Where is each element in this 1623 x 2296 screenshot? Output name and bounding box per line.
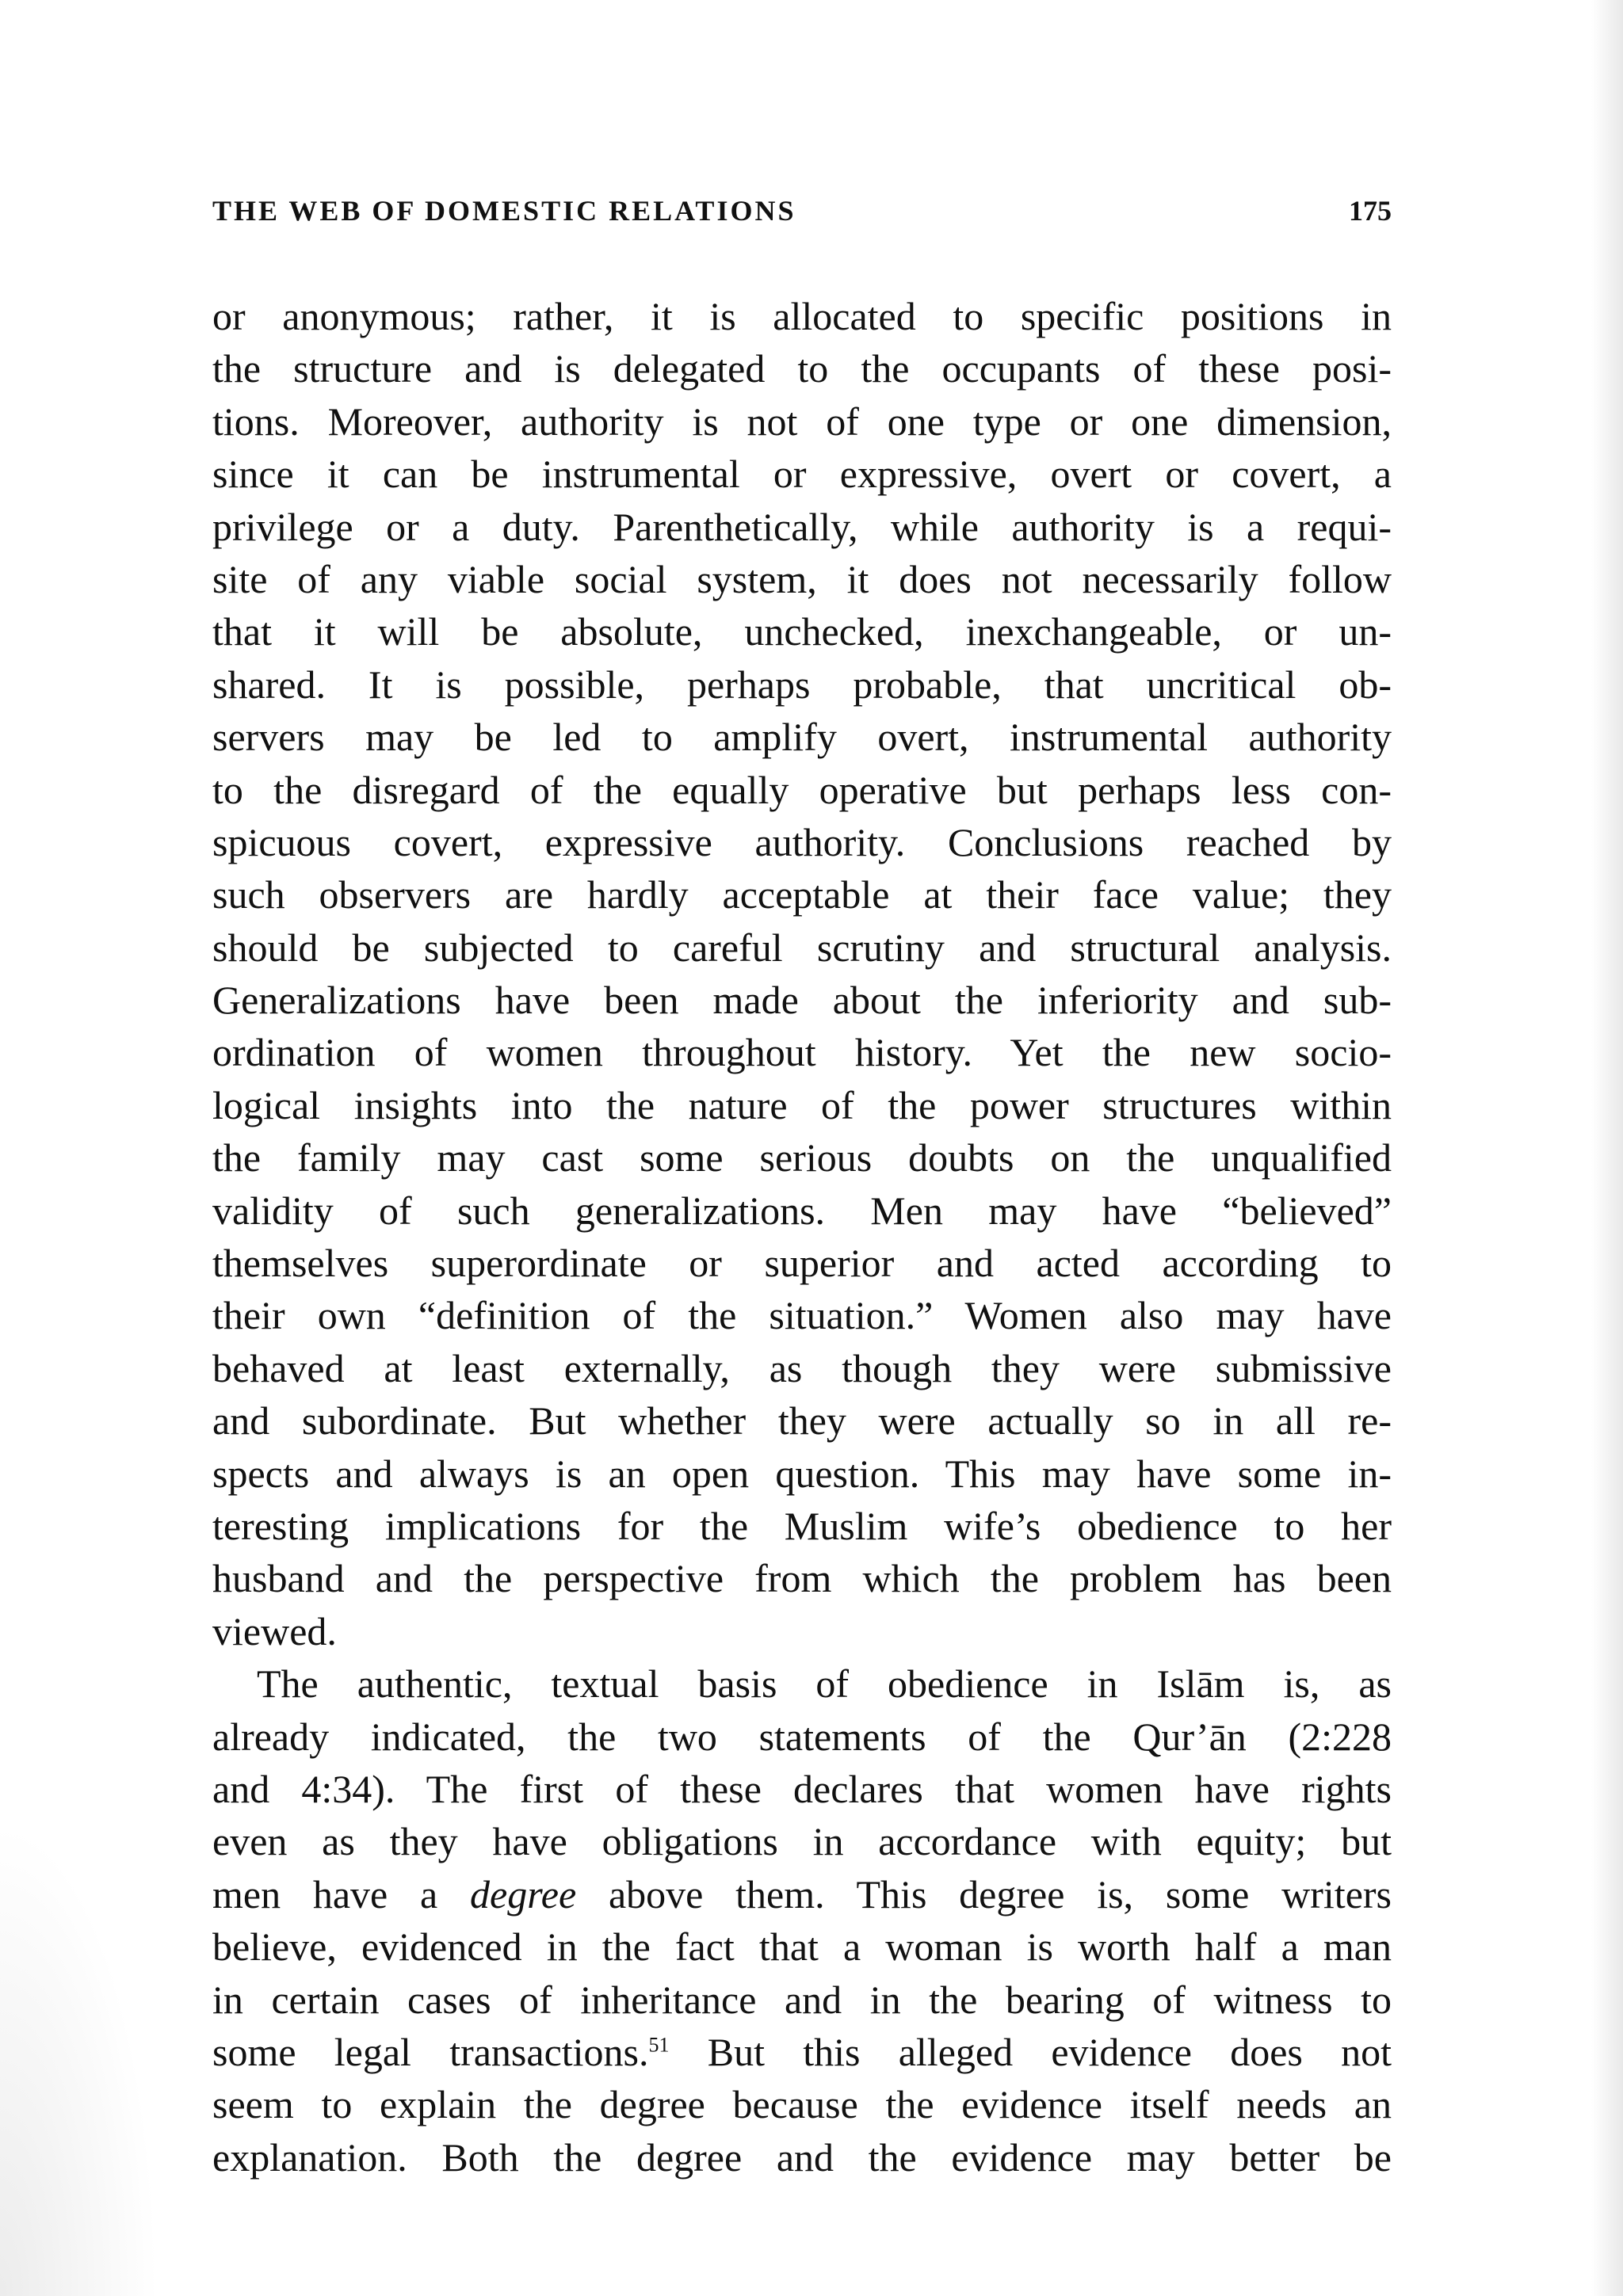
text-line: the structure and is delegated to the occupants of these posi- <box>212 346 1392 391</box>
text-line: Generalizations have been made about the inferiority and sub- <box>212 978 1392 1023</box>
text-line-with-italic <box>212 1868 1392 1920</box>
text-line: privilege or a duty. Parenthetically, while authority is a requi- <box>212 504 1392 549</box>
text-line: seem to explain the degree because the evidence itself needs an <box>212 2082 1392 2127</box>
text-line: logical insights into the nature of the power structures within <box>212 1082 1392 1127</box>
text-line: their own “definition of the situation.” Women also may have <box>212 1293 1392 1338</box>
text-line: the family may cast some serious doubts on the unqualified <box>212 1135 1392 1180</box>
text-line: The authentic, textual basis of obedience in Islām is, as <box>257 1661 1392 1707</box>
text-segment: above them. This degree is, some writers <box>576 1871 1392 1917</box>
text-line: or anonymous; rather, it is allocated to specific positions in <box>212 294 1392 338</box>
text-segment: men have a <box>212 1871 471 1917</box>
running-head <box>212 187 1392 235</box>
text-line: teresting implications for the Muslim wife’s obedience to her <box>212 1503 1392 1548</box>
running-title: THE WEB OF DOMESTIC RELATIONS <box>212 195 796 227</box>
text-line: and subordinate. But whether they were actually so in all re- <box>212 1398 1392 1444</box>
body-text <box>212 290 1392 2183</box>
page-corner-shadow <box>0 1821 158 2296</box>
text-line: tions. Moreover, authority is not of one type or one dimension, <box>212 399 1392 444</box>
text-line: servers may be led to amplify overt, instrumental authority <box>212 715 1392 760</box>
text-line: since it can be instrumental or expressive, overt or covert, a <box>212 452 1392 497</box>
text-segment: some legal transactions. <box>212 2029 649 2074</box>
text-line: believe, evidenced in the fact that a woman is worth half a man <box>212 1924 1392 1970</box>
text-line: to the disregard of the equally operative but perhaps less con- <box>212 767 1392 812</box>
text-line: shared. It is possible, perhaps probable, that uncritical ob- <box>212 662 1392 707</box>
text-line: husband and the perspective from which the problem has been <box>212 1556 1392 1601</box>
text-line: and 4:34). The first of these declares that women have rights <box>212 1766 1392 1811</box>
text-line: spicuous covert, expressive authority. Conclusions reached by <box>212 819 1392 864</box>
text-line: that it will be absolute, unchecked, inexchangeable, or un- <box>212 609 1392 654</box>
text-line: such observers are hardly acceptable at their face value; they <box>212 872 1392 917</box>
text-line-with-footnote <box>212 2026 1392 2078</box>
text-line: already indicated, the two statements of the Qur’ān (2:228 <box>212 1714 1392 1759</box>
text-line: themselves superordinate or superior and acted according to <box>212 1241 1392 1286</box>
page-number: 175 <box>1349 195 1392 227</box>
text-segment: But this alleged evidence does not <box>669 2029 1392 2074</box>
text-line: spects and always is an open question. This may have some in- <box>212 1451 1392 1496</box>
text-line: even as they have obligations in accordance with equity; but <box>212 1819 1392 1864</box>
text-line: in certain cases of inheritance and in the bearing of witness to <box>212 1977 1392 2022</box>
text-line: site of any viable social system, it does not necessarily follow <box>212 556 1392 601</box>
text-line: validity of such generalizations. Men may have “believed” <box>212 1188 1392 1233</box>
page-edge-shadow <box>1591 0 1623 2296</box>
text-line: behaved at least externally, as though they were submissive <box>212 1345 1392 1390</box>
footnote-marker: 51 <box>648 2033 670 2057</box>
text-line: explanation. Both the degree and the evidence may better be <box>212 2134 1392 2180</box>
text-line: viewed. <box>212 1608 337 1653</box>
italic-term: degree <box>470 1871 577 1917</box>
text-line: should be subjected to careful scrutiny and structural analysis. <box>212 925 1392 970</box>
text-line: ordination of women throughout history. Yet the new socio- <box>212 1030 1392 1075</box>
